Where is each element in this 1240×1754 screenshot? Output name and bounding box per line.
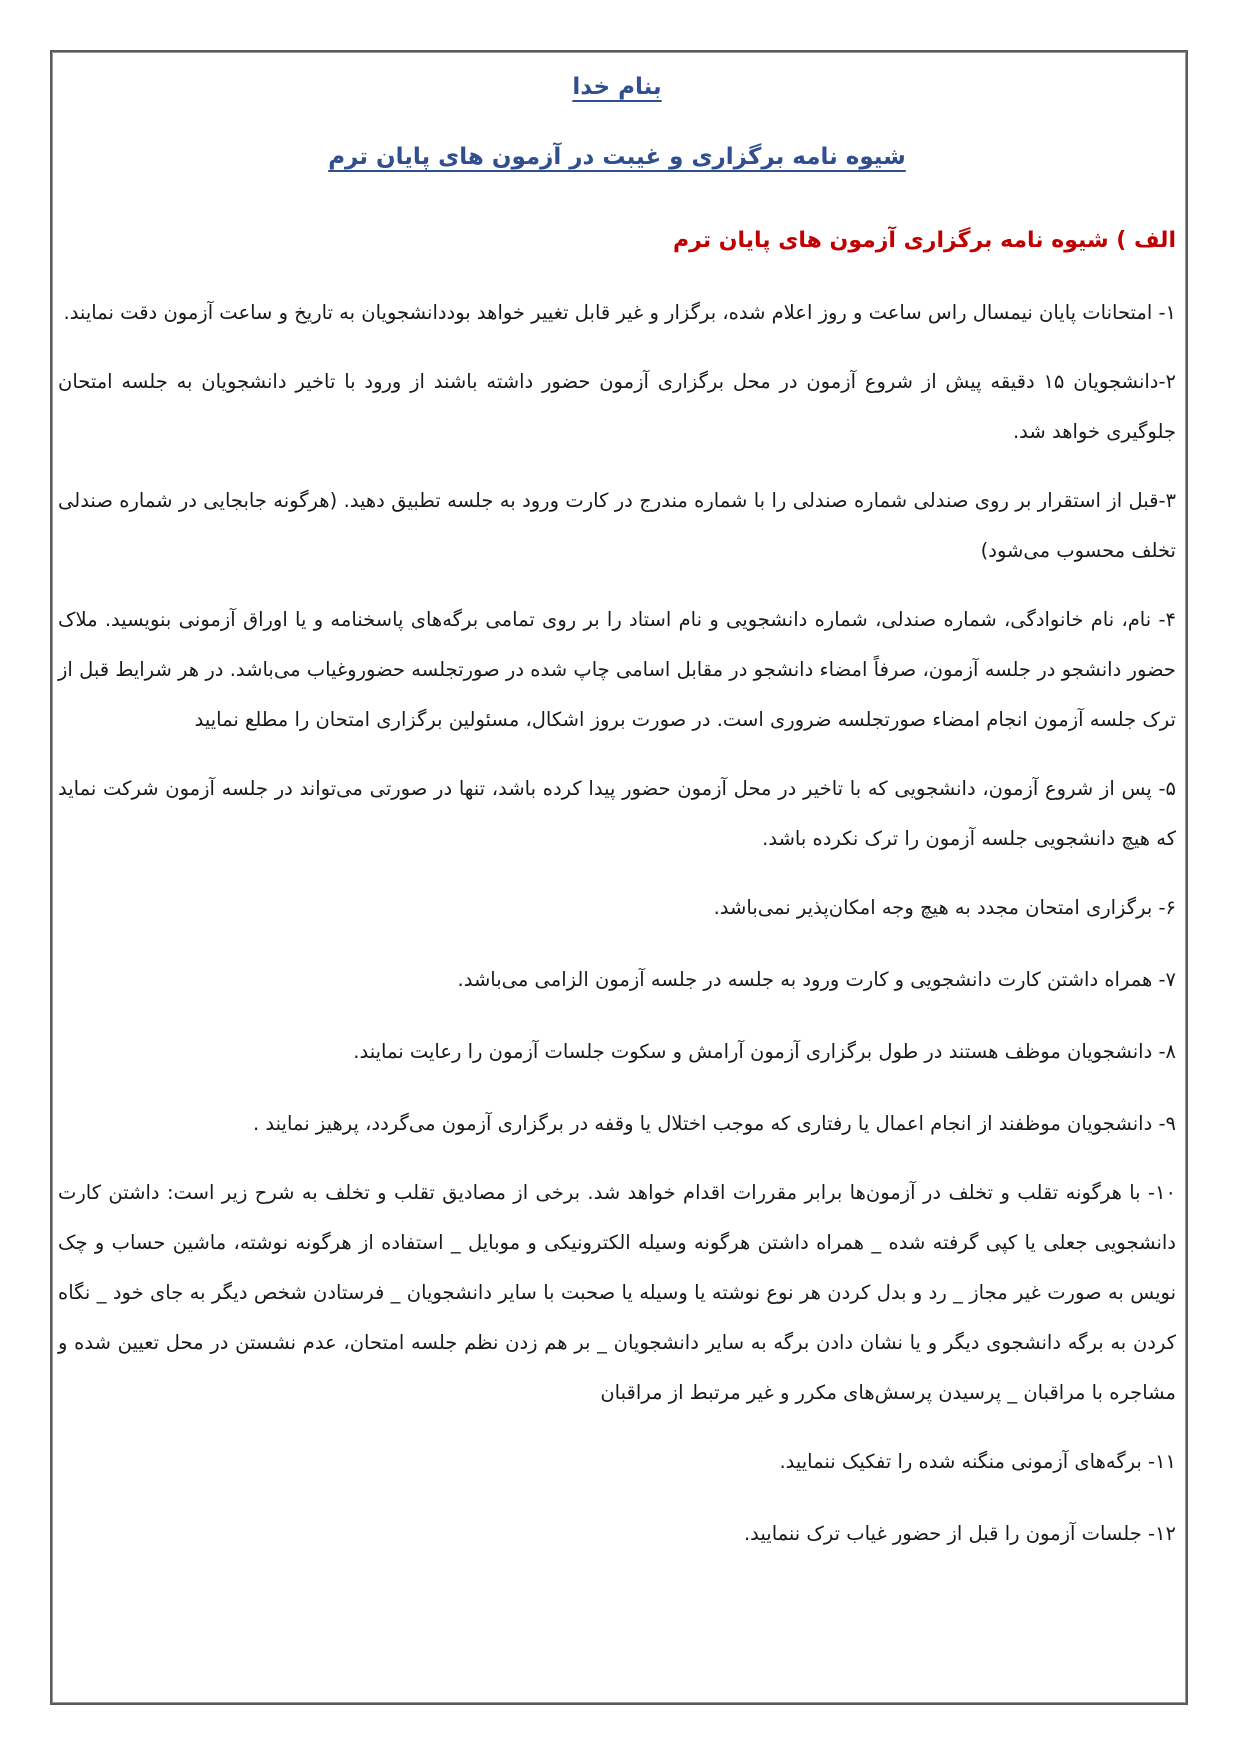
rule-7: ۷- همراه داشتن کارت دانشجویی و کارت ورود به جلسه در جلسه آزمون الزامی می‌باشد. [457, 968, 1176, 991]
rule-12: ۱۲- جلسات آزمون را قبل از حضور غیاب ترک ننمایید. [743, 1522, 1176, 1545]
rule-9: ۹- دانشجویان موظفند از انجام اعمال یا رفتاری که موجب اختلال یا وقفه در برگزاری آزمون می‌گردد، پرهیز نمایند . [253, 1112, 1176, 1135]
document-title [58, 144, 1176, 194]
rule-6: ۶- برگزاری امتحان مجدد به هیچ وجه امکان‌پذیر نمی‌باشد. [713, 896, 1176, 919]
rule-4: ۴- نام، نام خانوادگی، شماره صندلی، شماره دانشجویی و نام استاد را بر روی تمامی برگه‌های پاسخنامه و یا اوراق آزمونی بنویسید. ملاک حضور دانشجو در جلسه آزمون، صرفاً امضاء دانشجو در مقابل اسامی چاپ شده در صورتجلسه حضوروغیاب می‌باشد. در هر شرایط قبل از ترک جلسه آزمون انجام امضاء صورتجلسه ضروری است. در صورت بروز اشکال، مسئولین برگزاری امتحان را مطلع نمایید [58, 608, 1176, 731]
rule-11: ۱۱- برگه‌های آزمونی منگنه شده را تفکیک ننمایید. [779, 1450, 1176, 1473]
rule-5: ۵- پس از شروع آزمون، دانشجویی که با تاخیر در محل آزمون حضور پیدا کرده باشد، تنها در صورتی می‌تواند در جلسه آزمون شرکت نماید که هیچ دانشجویی جلسه آزمون را ترک نکرده باشد. [58, 777, 1176, 850]
section-a-heading: الف ) شیوه نامه برگزاری آزمون های پایان ترم [673, 228, 1176, 253]
rule-2: ۲-دانشجویان ۱۵ دقیقه پیش از شروع آزمون در محل برگزاری آزمون حضور داشته باشند از ورود با تاخیر دانشجویان به جلسه امتحان جلوگیری خواهد شد. [58, 370, 1176, 443]
basmala-heading [58, 74, 1176, 122]
basmala-text: بنام خدا [572, 74, 662, 100]
rule-8: ۸- دانشجویان موظف هستند در طول برگزاری آزمون آرامش و سکوت جلسات آزمون را رعایت نمایند. [353, 1040, 1176, 1063]
rules-list [58, 288, 1176, 1559]
rule-3: ۳-قبل از استقرار بر روی صندلی شماره صندلی را با شماره مندرج در کارت ورود به جلسه تطبیق دهید. (هرگونه جابجایی در شماره صندلی تخلف محسوب می‌شود) [58, 489, 1176, 562]
document-title-text: شیوه نامه برگزاری و غیبت در آزمون های پایان ترم [328, 144, 906, 170]
rule-10: ۱۰- با هرگونه تقلب و تخلف در آزمون‌ها برابر مقررات اقدام خواهد شد. برخی از مصادیق تقلب و تخلف به شرح زیر است: داشتن کارت دانشجویی جعلی یا کپی گرفته شده _ همراه داشتن هرگونه وسیله الکترونیکی و موبایل _ استفاده از هرگونه نوشته، ماشین حساب و چک نویس به صورت غیر مجاز _ رد و بدل کردن هر نوع نوشته یا وسیله یا صحبت با سایر دانشجویان _ فرستادن شخص دیگر به جای خود _ نگاه کردن به برگه دانشجوی دیگر و یا نشان دادن برگه به سایر دانشجویان _ بر هم زدن نظم جلسه امتحان، عدم نشستن در محل تعیین شده و مشاجره با مراقبان _ پرسیدن پرسش‌های مکرر و غیر مرتبط از مراقبان [58, 1181, 1176, 1404]
document-body [58, 60, 1176, 1578]
rule-1: ۱- امتحانات پایان نیمسال راس ساعت و روز اعلام شده، برگزار و غیر قابل تغییر خواهد بوددانشجویان به تاریخ و ساعت آزمون دقت نمایند. [63, 301, 1176, 324]
